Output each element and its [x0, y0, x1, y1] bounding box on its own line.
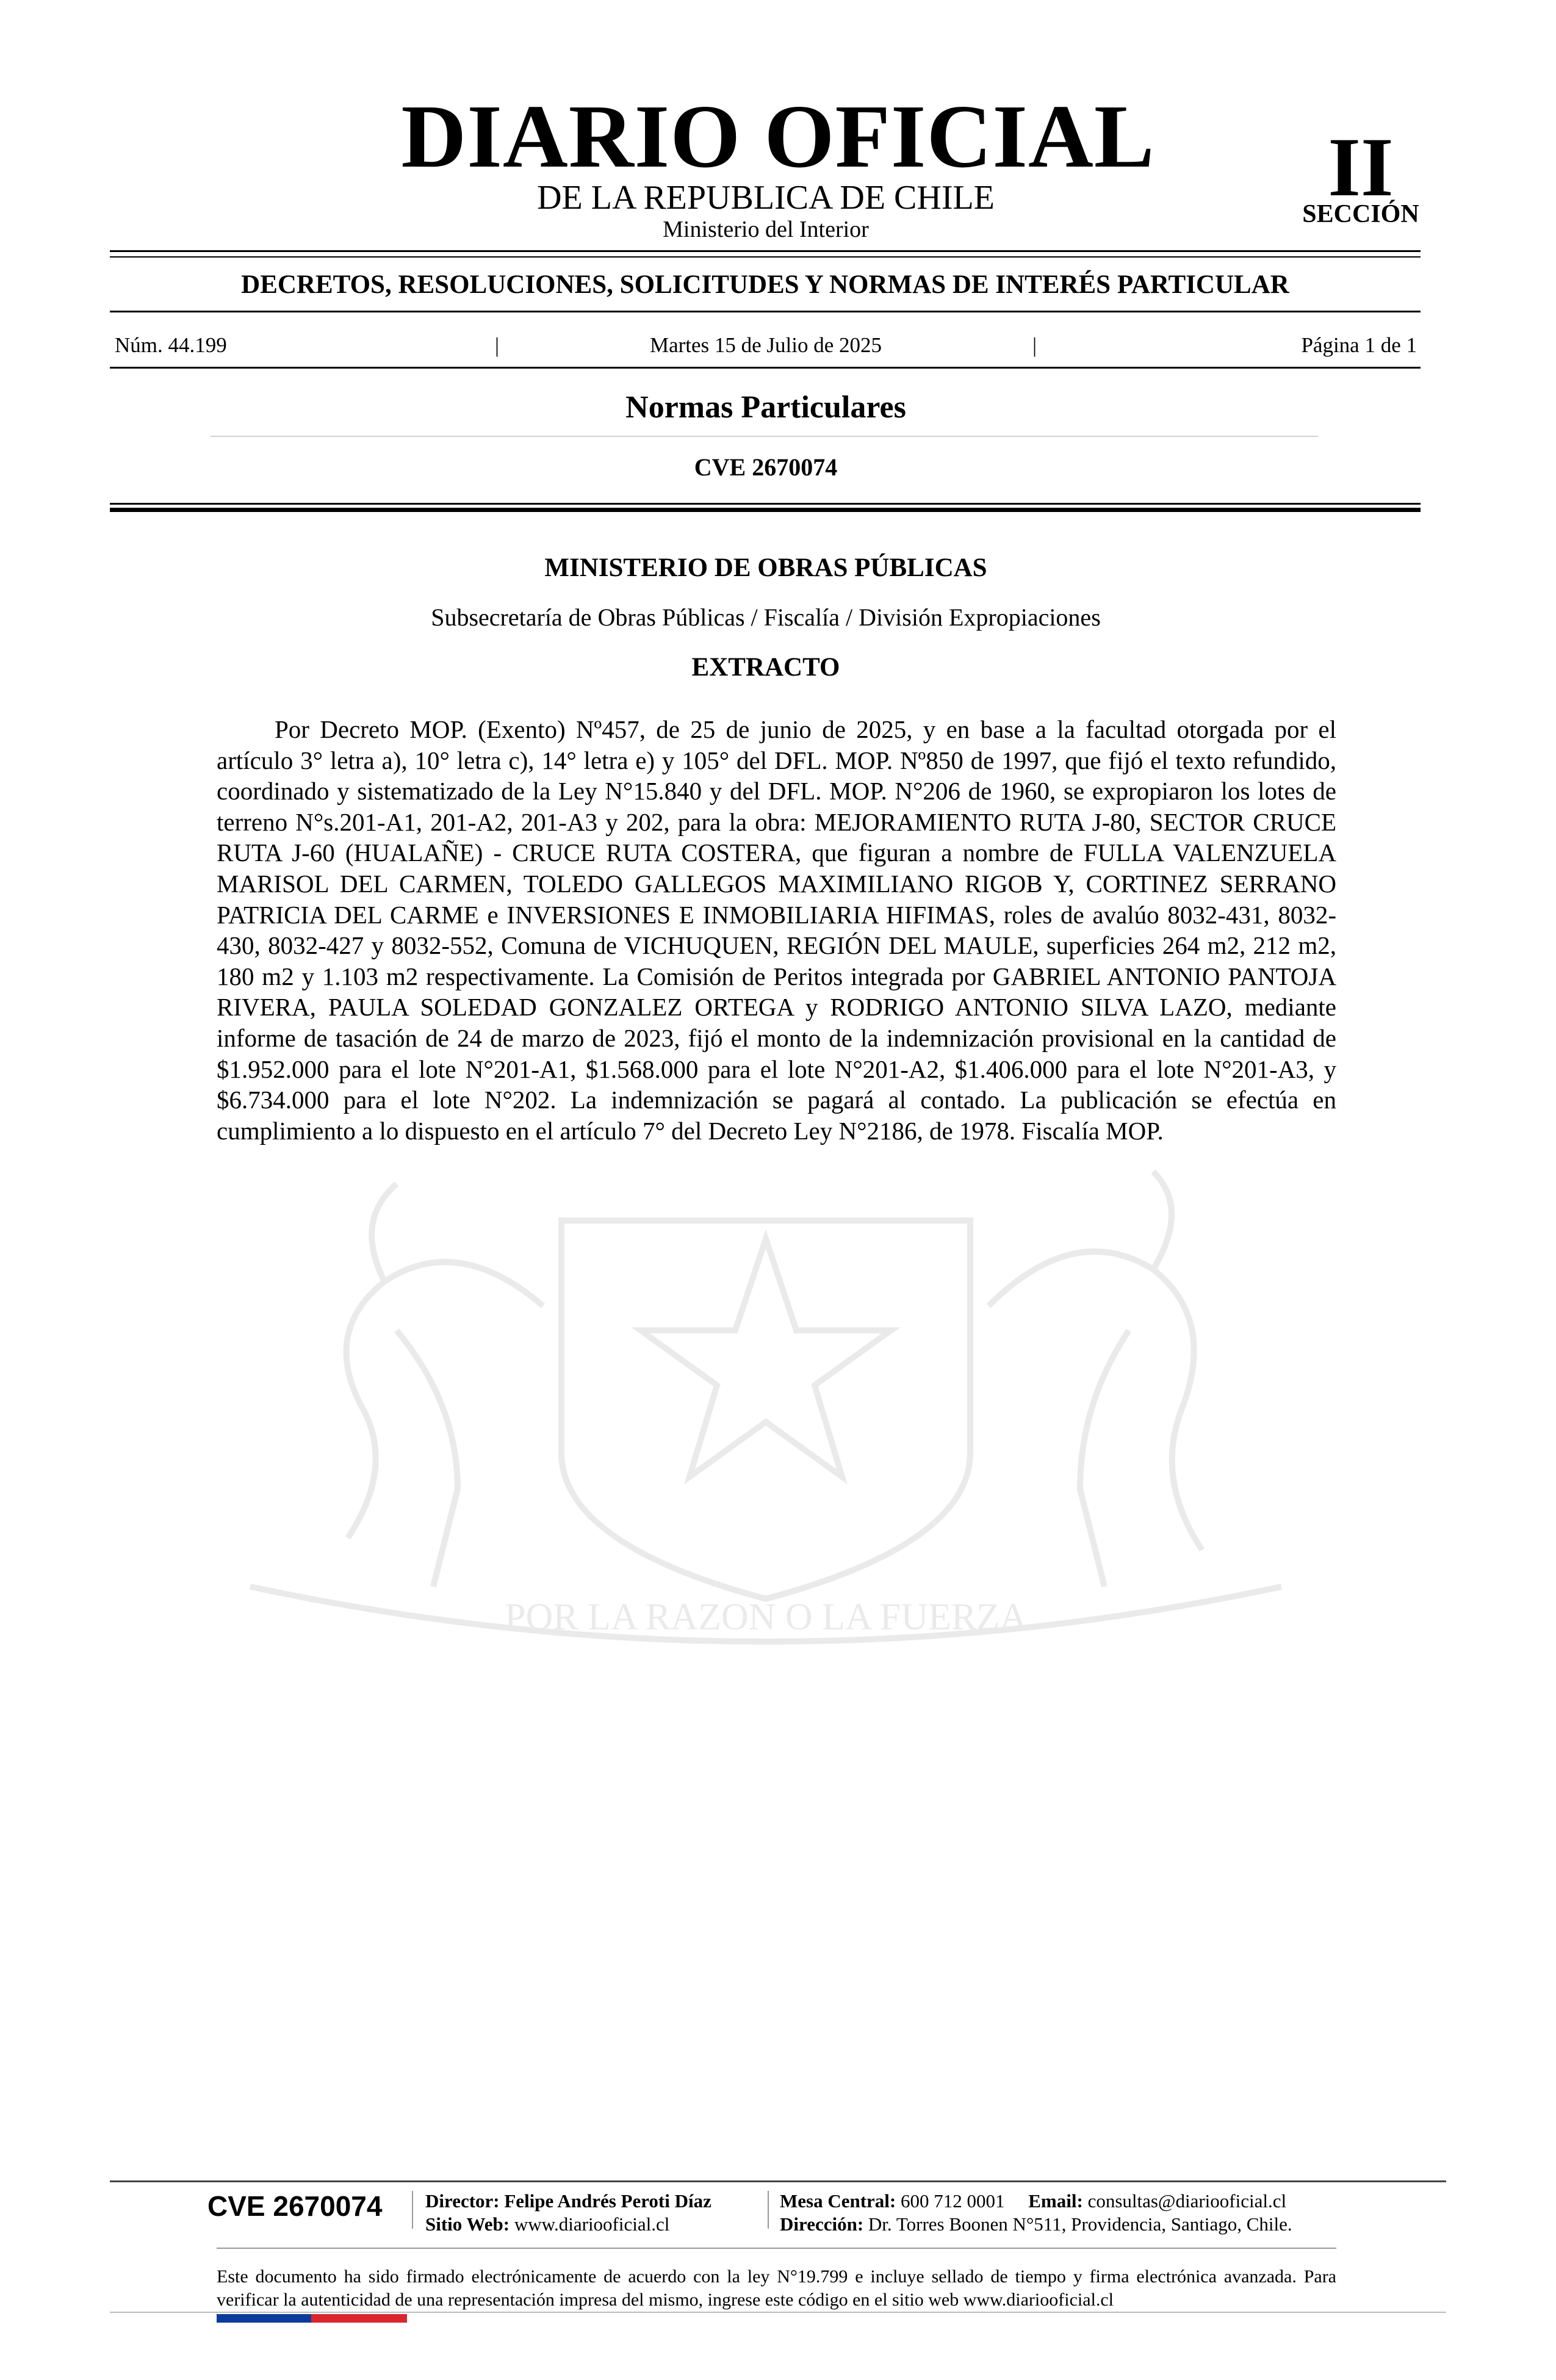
footer-website [425, 2213, 669, 2236]
mesa-value: 600 712 0001 [901, 2190, 1005, 2212]
huemul-shape [347, 1184, 544, 1587]
header-rule-top [110, 250, 1421, 252]
footer-separator [412, 2191, 413, 2229]
subsecretaria-line: Subsecretaría de Obras Públicas / Fiscalía / División Expropiaciones [431, 604, 1101, 631]
footer-rule-top [110, 2180, 1446, 2182]
extracto-body: Por Decreto MOP. (Exento) Nº457, de 25 de junio de 2025, y en base a la facultad otorgada por el artículo 3° letra a), 10° letra c), 14° letra e) y 105° del DFL. MOP. Nº850 de 1997, que fijó el texto refundido, coordinado y sistematizado de la Ley N°15.840 y del DFL. MOP. N°206 de 1960, se expropiaron los lotes de terreno N°s.201-A1, 201-A2, 201-A3 y 202, para la obra: MEJORAMIENTO RUTA J-80, SECTOR CRUCE RUTA J-60 (HUALAÑE) - CRUCE RUTA COSTERA, que figuran a nombre de FULLA VALENZUELA MARISOL DEL CARMEN, TOLEDO GALLEGOS MAXIMILIANO RIGOB Y, CORTINEZ SERRANO PATRICIA DEL CARME e INVERSIONES E INMOBILIARIA HIFIMAS, roles de avalúo 8032-431, 8032-430, 8032-427 y 8032-552, Comuna de VICHUQUEN, REGIÓN DEL MAULE, superficies 264 m2, 212 m2, 180 m2 y 1.103 m2 respectivamente. La Comisión de Peritos integrada por GABRIEL ANTONIO PANTOJA RIVERA, PAULA SOLEDAD GONZALEZ ORTEGA y RODRIGO ANTONIO SILVA LAZO, mediante informe de tasación de 24 de marzo de 2023, fijó el monto de la indemnización provisional en la cantidad de $1.952.000 para el lote N°201-A1, $1.568.000 para el lote N°201-A2, $1.406.000 para el lote N°201-A3, y $6.734.000 para el lote N°202. La indemnización se pagará al contado. La publicación se efectúa en cumplimiento a lo dispuesto en el artículo 7° del Decreto Ley N°2186, de 1978. Fiscalía MOP. [217, 715, 1336, 1145]
motto-text: POR LA RAZON O LA FUERZA [504, 1596, 1028, 1638]
address-value: Dr. Torres Boonen N°511, Providencia, Santiago, Chile. [868, 2213, 1292, 2235]
flag-stripe-red [311, 2314, 407, 2323]
address-label: Dirección: [780, 2213, 864, 2235]
meta-separator: | [1032, 333, 1037, 357]
band-rule-bottom [110, 311, 1421, 312]
footer-address [780, 2213, 1292, 2236]
email-label: Email: [1028, 2190, 1083, 2212]
section-title: Normas Particulares [625, 390, 906, 425]
page-indicator: Página 1 de 1 [1301, 333, 1417, 357]
director-value: Felipe Andrés Peroti Díaz [504, 2190, 711, 2212]
section-label: SECCIÓN [1302, 200, 1419, 228]
footer-cve-code: CVE 2670074 [207, 2190, 383, 2222]
issue-number: Núm. 44.199 [115, 333, 227, 357]
meta-separator: | [495, 333, 500, 357]
website-label: Sitio Web: [425, 2213, 510, 2235]
section-divider [211, 436, 1318, 437]
director-label: Director: [425, 2190, 500, 2212]
section-rule-thick [110, 508, 1421, 512]
email-link[interactable]: consultas@diariooficial.cl [1087, 2190, 1287, 2212]
footer-mesa-central [780, 2190, 1286, 2213]
header-rule-top-inner [110, 256, 1421, 258]
website-link[interactable]: www.diariooficial.cl [514, 2213, 670, 2235]
footer-separator [768, 2191, 769, 2229]
coat-of-arms-watermark [201, 1147, 1330, 1672]
issue-date: Martes 15 de Julio de 2025 [649, 333, 882, 357]
mesa-label: Mesa Central: [780, 2190, 896, 2212]
extracto-heading: EXTRACTO [691, 653, 840, 682]
masthead-subtitle: DE LA REPUBLICA DE CHILE [537, 179, 995, 217]
footer-director [425, 2190, 711, 2213]
meta-rule-bottom [110, 367, 1421, 369]
band-title: DECRETOS, RESOLUCIONES, SOLICITUDES Y NORMAS DE INTERÉS PARTICULAR [241, 270, 1289, 299]
section-number: II [1328, 120, 1394, 214]
star-shape [641, 1239, 891, 1477]
flag-stripe-blue [217, 2314, 311, 2323]
masthead-title: DIARIO OFICIAL [401, 87, 1155, 187]
footer-rule-bottom [110, 2312, 1446, 2313]
footer-rule-mid [217, 2248, 1336, 2249]
footer-note: Este documento ha sido firmado electrónicamente de acuerdo con la ley N°19.799 e incluye sellado de tiempo y firma electrónica avanzada. Para verificar la autenticidad de una representación impresa del mismo, ingrese este código en el sitio web www.diariooficial.cl [217, 2266, 1336, 2310]
ministry-heading: MINISTERIO DE OBRAS PÚBLICAS [544, 554, 987, 582]
shield-outline [561, 1221, 970, 1599]
section-rule-top [110, 503, 1421, 505]
condor-shape [989, 1172, 1202, 1587]
cve-code: CVE 2670074 [694, 453, 838, 481]
masthead-ministry: Ministerio del Interior [663, 217, 869, 242]
